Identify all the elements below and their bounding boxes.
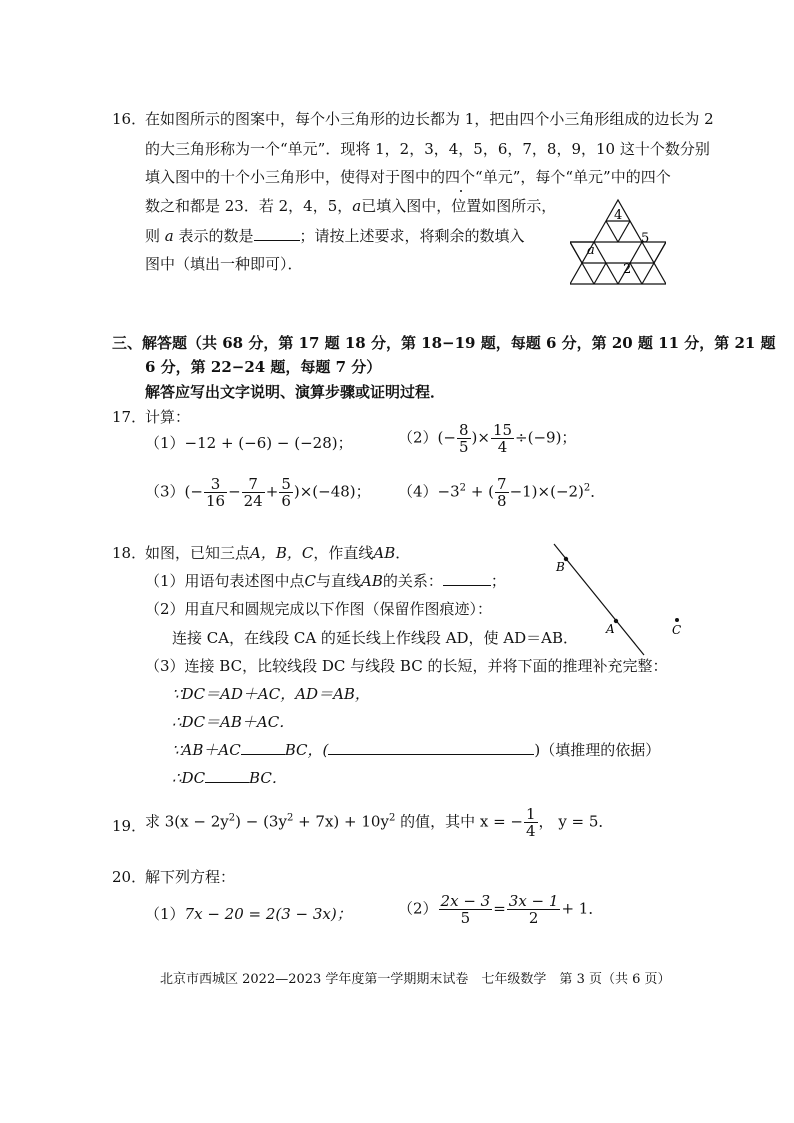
tri-label-a: a [587, 243, 595, 258]
q16-number: 16． [112, 110, 147, 128]
q19-b: ) − (3y [235, 812, 287, 831]
q19-c: + 7x) + 10y [293, 812, 389, 831]
q18-sub2: （2）用直尺和圆规完成以下作图（保留作图痕迹）： [145, 600, 493, 618]
q19-d: 的值，其中 x = − [395, 812, 523, 831]
q17-p4-a: −3 [437, 482, 460, 501]
q18-s1d: 的关系： [382, 572, 443, 590]
tri-label-5: 5 [641, 231, 650, 246]
q17-p3-d: )×(−48)； [293, 482, 371, 501]
section3-note: 解答应写出文字说明、演算步骤或证明过程． [145, 383, 446, 401]
section3-title: 三、解答题（共 68 分，第 17 题 18 分，第 18−19 题，每题 6 分，第 20 题 11 分，第 21 题 [112, 334, 776, 352]
q17-p4-d: ． [590, 482, 606, 501]
q16-line5b: 表示的数是 [178, 227, 254, 245]
q16-line4-var: a [352, 197, 362, 215]
q19-sup3: 2 [388, 812, 396, 824]
frac-den: 4 [526, 822, 536, 840]
q20-label: 解下列方程： [145, 868, 236, 886]
section3-title-cont: 6 分，第 22−24 题，每题 7 分） [145, 358, 382, 376]
label-c: C [672, 623, 682, 637]
frac-den: 24 [243, 492, 263, 510]
q17-p2-frac2 [491, 422, 514, 455]
q17-label: 计算： [145, 408, 191, 426]
q17-number: 17． [112, 408, 147, 426]
q17-p3-a: (− [184, 482, 203, 501]
q20-p2-frac2 [507, 893, 561, 926]
frac-den: 5 [458, 438, 469, 456]
frac-num: 3x − 1 [508, 892, 559, 910]
label-b: B [556, 560, 565, 574]
q18-line1a: 如图，已知三点 [145, 544, 251, 562]
q17-p2-c: ÷(−9)； [515, 428, 577, 447]
q20-part1 [145, 903, 352, 924]
q16-line4 [145, 195, 556, 216]
q17-p4-sup1: 2 [459, 482, 467, 494]
q17-p2-a: (− [437, 428, 456, 447]
q18-r3c: )（填推理的依据） [534, 741, 661, 759]
frac-num: 15 [492, 421, 513, 439]
frac-den: 8 [497, 492, 507, 510]
q18-line1b: ，作直线 [313, 544, 374, 562]
q17-p4-c: −1)×(−2) [509, 482, 584, 501]
q17-p3-frac3 [279, 476, 293, 509]
q17-p3-b: − [228, 482, 241, 501]
q18-answer-blank[interactable] [443, 571, 491, 586]
q18-sub2-instruction: 连接 CA，在线段 CA 的延长线上作线段 AD，使 AD＝AB． [172, 629, 579, 647]
frac-den: 6 [281, 492, 291, 510]
q17-p2-b: )× [471, 428, 490, 447]
q16-line1: 在如图所示的图案中，每个小三角形的边长都为 1，把由四个小三角形组成的边长为 2 [145, 110, 714, 128]
q18-sub1 [145, 570, 506, 591]
q19-e: ， y = 5． [538, 812, 614, 831]
page-footer: 北京市西城区 2022—2023 学年度第一学期期末试卷 七年级数学 第 3 页（共 6 页） [160, 972, 671, 987]
q20-p2-frac1 [439, 893, 493, 926]
frac-den: 16 [205, 492, 226, 510]
frac-den: 4 [497, 438, 508, 456]
q18-s1e: ； [490, 572, 506, 590]
q20-part2 [398, 893, 603, 926]
frac-num: 7 [497, 475, 507, 493]
q17-p2-label: （2） [398, 428, 438, 447]
q18-r4b: BC． [249, 769, 287, 787]
q18-points: A，B，C [250, 544, 314, 562]
q17-part1 [145, 432, 353, 453]
q17-p3-frac1 [204, 476, 227, 509]
triangle-figure [570, 190, 666, 294]
label-a: A [606, 622, 615, 636]
q16-line5c: ；请按上述要求，将剩余的数填入 [299, 227, 525, 245]
q18-conclusion-blank[interactable] [205, 768, 249, 783]
q17-part2 [398, 422, 576, 455]
q16-line2: 的大三角形称为一个“单元”．现将 1，2，3，4，5，6，7，8，9，10 这十个数分别 [145, 140, 710, 158]
tri-label-4: 4 [614, 208, 623, 223]
q19-sup1: 2 [228, 812, 236, 824]
q18-reason-blank[interactable] [328, 740, 534, 755]
q18-r4a: ∴DC [172, 769, 206, 787]
q18-r3b: BC，( [284, 741, 329, 759]
q17-p4-b: + ( [466, 482, 495, 501]
q16-line4-text: 数之和都是 23．若 2，4，5， [145, 197, 353, 215]
q19-frac [524, 806, 538, 839]
frac-num: 2x − 3 [440, 892, 491, 910]
point-c [675, 618, 679, 622]
q16-line4b: 已填入图中，位置如图所示， [361, 197, 557, 215]
q16-line5-var: a [164, 227, 174, 245]
q18-s1a: （1）用语句表述图中点 [145, 572, 305, 590]
q20-p1-expr: 7x − 20 = 2(3 − 3x)； [184, 905, 352, 923]
q19-a: 求 3(x − 2y [145, 812, 229, 831]
frac-den: 5 [460, 909, 471, 927]
q20-p2-end: + 1． [561, 899, 604, 918]
frac-num: 8 [458, 421, 469, 439]
q18-s1b: 与直线 [316, 572, 362, 590]
q18-reason4 [172, 767, 287, 788]
q16-answer-blank[interactable] [254, 226, 300, 241]
q18-line1c: ． [395, 544, 411, 562]
q17-p1-expr: −12 + (−6) − (−28)； [184, 434, 353, 452]
q18-reason1: ∵DC＝AD＋AC，AD＝AB， [172, 685, 370, 703]
q16-line5 [145, 225, 525, 246]
q18-reason3 [172, 739, 660, 760]
q18-line1 [145, 542, 410, 563]
q18-sub3: （3）连接 BC，比较线段 DC 与线段 BC 的长短，并将下面的推理补充完整： [145, 657, 668, 675]
q18-number: 18． [112, 544, 147, 562]
q16-line3a: 填入图中的十个小三角形中，使得对于图中的 [145, 168, 446, 186]
q18-r3a: ∵AB＋AC [172, 741, 241, 759]
tri-label-2: 2 [623, 262, 632, 277]
line-ab [554, 544, 644, 655]
q17-part4 [398, 476, 605, 509]
q16-line6: 图中（填出一种即可）． [145, 255, 303, 273]
q16-line3-emph: 四个 [445, 168, 476, 186]
q18-reason2: ∴DC＝AB＋AC． [172, 713, 295, 731]
q17-part3 [145, 476, 371, 509]
frac-num: 5 [281, 475, 291, 493]
q19-number: 19． [112, 817, 147, 835]
frac-num: 1 [526, 805, 536, 823]
q20-p2-eq: = [493, 899, 506, 918]
q17-p3-c: + [265, 482, 279, 501]
q18-line-ab: AB [373, 544, 396, 562]
q17-p4-sup2: 2 [583, 482, 591, 494]
frac-den: 2 [528, 909, 539, 927]
q17-p2-frac1 [457, 422, 471, 455]
q20-p2-label: （2） [398, 899, 438, 918]
frac-num: 3 [204, 476, 227, 493]
q18-compare-blank[interactable] [241, 740, 285, 755]
q18-s1-ab: AB [361, 572, 383, 590]
q17-p4-frac [495, 476, 509, 509]
q20-p1-label: （1） [145, 905, 185, 923]
q19-expr [145, 806, 613, 839]
q18-s1-c: C [304, 572, 317, 590]
q16-line3 [145, 166, 671, 187]
q17-p3-frac2 [242, 476, 265, 509]
q17-p3-label: （3） [145, 482, 185, 501]
frac-num: 7 [242, 476, 265, 493]
q16-line3c: “单元”，每个“单元”中的四个 [475, 168, 671, 186]
q16-line5a: 则 [145, 227, 161, 245]
q18-figure [548, 540, 698, 660]
q17-p4-label: （4） [398, 482, 438, 501]
q17-p1-label: （1） [145, 434, 185, 452]
q20-number: 20． [112, 868, 147, 886]
q19-sup2: 2 [286, 812, 294, 824]
